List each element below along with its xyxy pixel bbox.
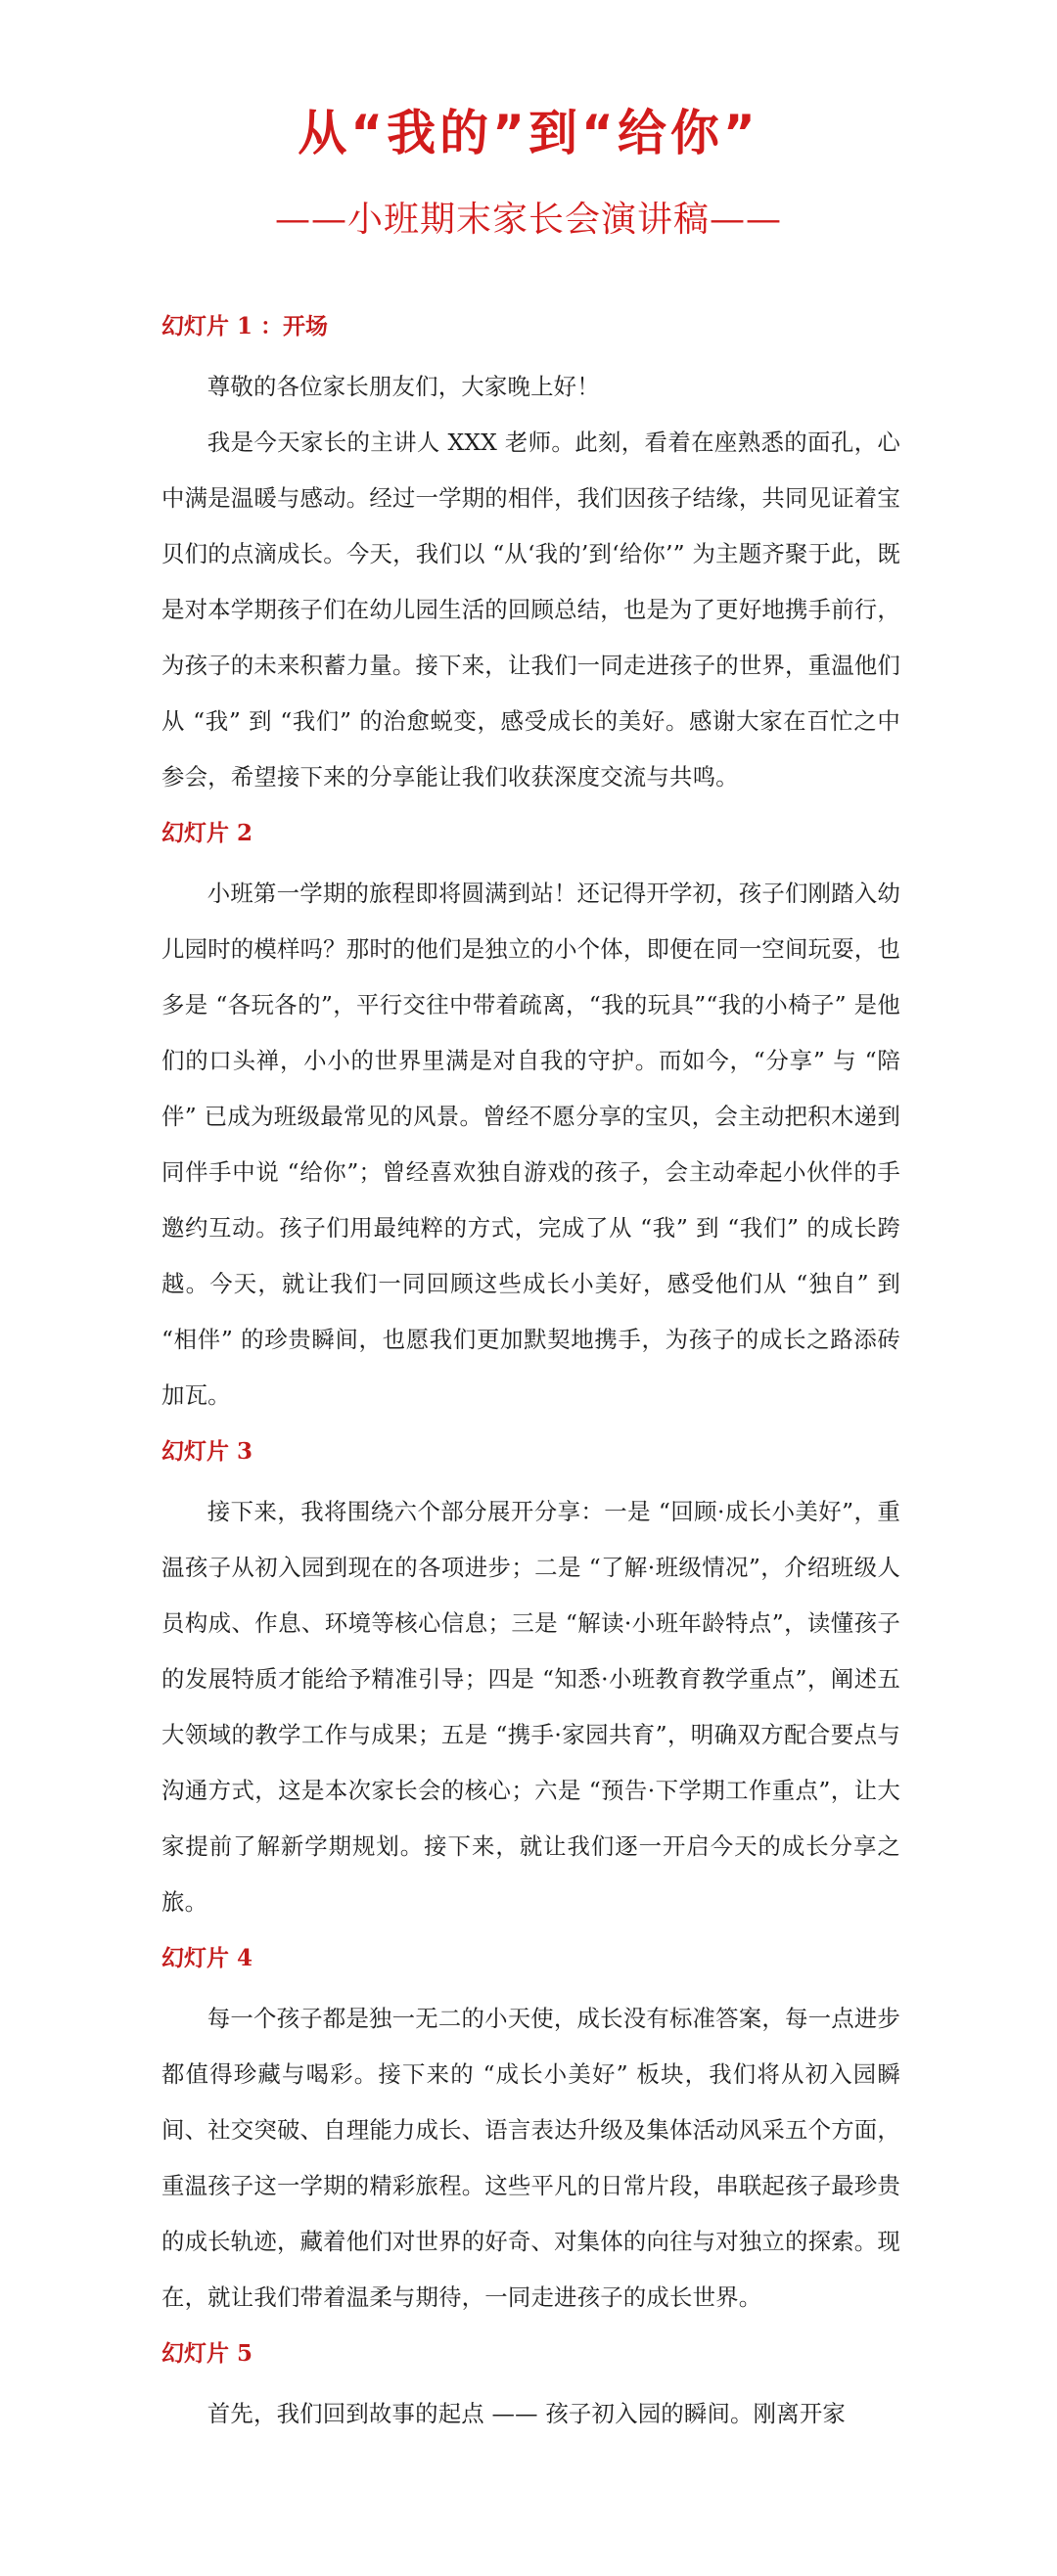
section-heading: 幻灯片 2 (161, 820, 253, 846)
section-slide-4 (161, 1938, 900, 2326)
document-subtitle: ——小班期末家长会演讲稿—— (274, 200, 782, 240)
paragraph: 小班第一学期的旅程即将圆满到站！还记得开学初，孩子们刚踏入幼儿园时的模样吗？那时的他们是独立的小个体，即便在同一空间玩耍，也多是 “各玩各的”，平行交往中带着疏离，“我的玩具”“我的小椅子” 是他们的口头禅，小小的世界里满是对自我的守护。而如今，“分享” 与 “陪伴” 已成为班级最常见的风景。曾经不愿分享的宝贝，会主动把积木递到同伴手中说 “给你”；曾经喜欢独自游戏的孩子，会主动牵起小伙伴的手邀约互动。孩子们用最纯粹的方式，完成了从 “我” 到 “我们” 的成长跨越。今天，就让我们一同回顾这些成长小美好，感受他们从 “独自” 到 “相伴” 的珍贵瞬间，也愿我们更加默契地携手，为孩子的成长之路添砖加瓦。 (161, 880, 900, 1409)
section-slide-5 (161, 2333, 900, 2442)
section-heading: 幻灯片 5 (161, 2340, 253, 2367)
document-body (161, 306, 900, 2442)
section-heading: 幻灯片 3 (161, 1438, 253, 1465)
paragraph: 尊敬的各位家长朋友们，大家晚上好！ (207, 373, 600, 400)
section-heading: 幻灯片 4 (161, 1945, 253, 1971)
section-slide-1 (161, 306, 900, 805)
section-slide-2 (161, 813, 900, 1424)
section-heading: 幻灯片 1 ：开场 (161, 313, 329, 339)
paragraph: 接下来，我将围绕六个部分展开分享：一是 “回顾·成长小美好”，重温孩子从初入园到现在的各项进步；二是 “了解·班级情况”，介绍班级人员构成、作息、环境等核心信息；三是 “解读·小班年龄特点”，读懂孩子的发展特质才能给予精准引导；四是 “知悉·小班教育教学重点”，阐述五大领域的教学工作与成果；五是 “携手·家园共育”，明确双方配合要点与沟通方式，这是本次家长会的核心；六是 “预告·下学期工作重点”，让大家提前了解新学期规划。接下来，就让我们逐一开启今天的成长分享之旅。 (161, 1498, 900, 1916)
section-slide-3 (161, 1431, 900, 1930)
document-title: 从“我的”到“给你” (298, 105, 759, 161)
paragraph: 我是今天家长的主讲人 XXX 老师。此刻，看着在座熟悉的面孔，心中满是温暖与感动。经过一学期的相伴，我们因孩子结缘，共同见证着宝贝们的点滴成长。今天，我们以 “从‘我的’到‘给你’” 为主题齐聚于此，既是对本学期孩子们在幼儿园生活的回顾总结，也是为了更好地携手前行，为孩子的未来积蓄力量。接下来，让我们一同走进孩子的世界，重温他们从 “我” 到 “我们” 的治愈蜕变，感受成长的美好。感谢大家在百忙之中参会，希望接下来的分享能让我们收获深度交流与共鸣。 (161, 429, 900, 791)
paragraph: 每一个孩子都是独一无二的小天使，成长没有标准答案，每一点进步都值得珍藏与喝彩。接下来的 “成长小美好” 板块，我们将从初入园瞬间、社交突破、自理能力成长、语言表达升级及集体活动风采五个方面，重温孩子这一学期的精彩旅程。这些平凡的日常片段，串联起孩子最珍贵的成长轨迹，藏着他们对世界的好奇、对集体的向往与对独立的探索。现在，就让我们带着温柔与期待，一同走进孩子的成长世界。 (161, 2005, 900, 2311)
paragraph: 首先，我们回到故事的起点 —— 孩子初入园的瞬间。刚离开家 (207, 2400, 847, 2427)
